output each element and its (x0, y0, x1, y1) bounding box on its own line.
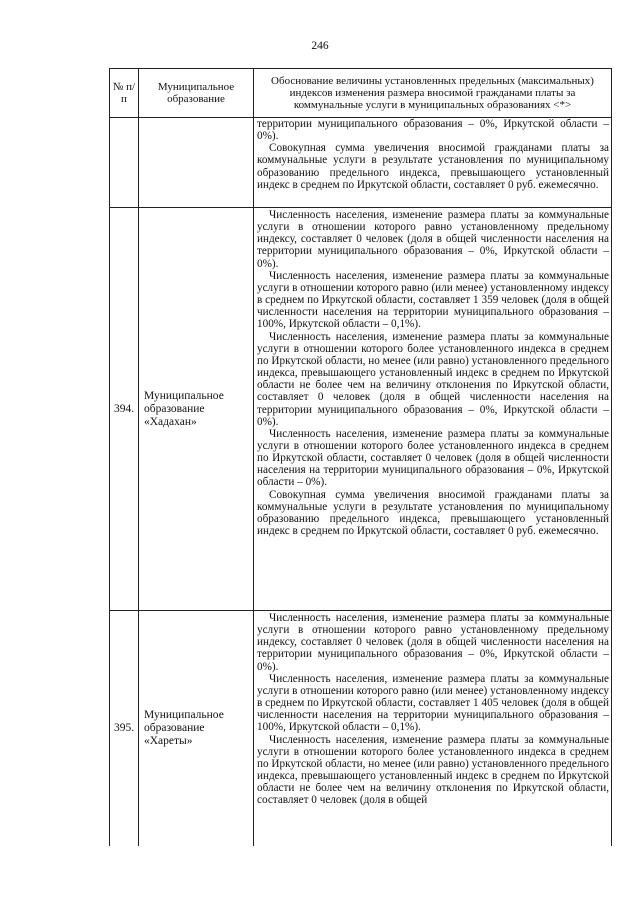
paragraph: Численность населения, изменение размера платы за коммунальные услуги в отношении которого равно установленному предельному индексу, составляет 0 человек (доля в общей численности населения на территории муниципального образования – 0%, Иркутской области – 0%). (257, 612, 609, 673)
paragraph: Численность населения, изменение размера платы за коммунальные услуги в отношении которого равно (или менее) установленному индексу в среднем по Иркутской области, составляет 1 405 человек (доля в общей численности населения на территории муниципального образования – 100%, Иркутской области – 0,1%). (257, 672, 609, 734)
index-justification-table (109, 68, 612, 846)
table-row (110, 118, 612, 208)
paragraph: Численность населения, изменение размера платы за коммунальные услуги в отношении которого более установленного индекса в среднем по Иркутской области, но менее (или равно) установленного предельного индекса, превышающего установленный индекс в среднем по Иркутской области не более чем на величину отклонения по Иркутской области, составляет 0 человек (доля в общей численности населения на территории муниципального образования – 0%, Иркутской области – 0%). (257, 330, 609, 428)
paragraph: Численность населения, изменение размера платы за коммунальные услуги в отношении которого равно (или менее) установленному индексу в среднем по Иркутской области, составляет 1 359 человек (доля в общей численности населения на территории муниципального образования – 100%, Иркутской области – 0,1%). (257, 269, 609, 331)
paragraph: Численность населения, изменение размера платы за коммунальные услуги в отношении которого более установленного индекса в среднем по Иркутской области, но менее (или равно) установленного предельного индекса, превышающего установленный индекс в среднем по Иркутской области не более чем на величину отклонения по Иркутской области, составляет 0 человек (доля в общей (257, 733, 609, 807)
page-number: 246 (311, 40, 329, 52)
row-justification (254, 611, 612, 846)
row-number: 394. (110, 208, 139, 611)
header-municipality: Муниципальное образование (139, 69, 254, 118)
paragraph: Численность населения, изменение размера платы за коммунальные услуги в отношении которого более установленного индекса в среднем по Иркутской области, составляет 0 человек (доля в общей численности населения на территории муниципального образования – 0%, Иркутской области – 0%). (257, 427, 609, 489)
row-number: 395. (110, 611, 139, 846)
paragraph: Совокупная сумма увеличения вносимой гражданами платы за коммунальные услуги в результате установления по муниципальному образованию предельного индекса, превышающего установленный индекс в среднем по Иркутской области, составляет 0 руб. ежемесячно. (257, 488, 609, 538)
row-justification (254, 118, 612, 208)
header-justification: Обоснование величины установленных предельных (максимальных) индексов изменения размера вносимой гражданами платы за коммунальные услуги в муниципальных образованиях <*> (254, 69, 612, 118)
header-number: № п/п (110, 69, 139, 118)
row-justification (254, 208, 612, 611)
paragraph: Совокупная сумма увеличения вносимой гражданами платы за коммунальные услуги в результате установления по муниципальному образованию предельного индекса, превышающего установленный индекс в среднем по Иркутской области, составляет 0 руб. ежемесячно. (257, 142, 609, 191)
table-header-row (110, 69, 612, 118)
row-municipality: Муниципальное образование «Хадахан» (139, 208, 254, 611)
row-municipality (139, 118, 254, 208)
paragraph: территории муниципального образования – 0%, Иркутской области – 0%). (257, 118, 609, 143)
table-row (110, 208, 612, 611)
table-row (110, 611, 612, 846)
row-municipality: Муниципальное образование «Хареты» (139, 611, 254, 846)
paragraph: Численность населения, изменение размера платы за коммунальные услуги в отношении которого равно установленному предельному индексу, составляет 0 человек (доля в общей численности населения на территории муниципального образования – 0%, Иркутской области – 0%). (257, 209, 609, 270)
row-number (110, 118, 139, 208)
